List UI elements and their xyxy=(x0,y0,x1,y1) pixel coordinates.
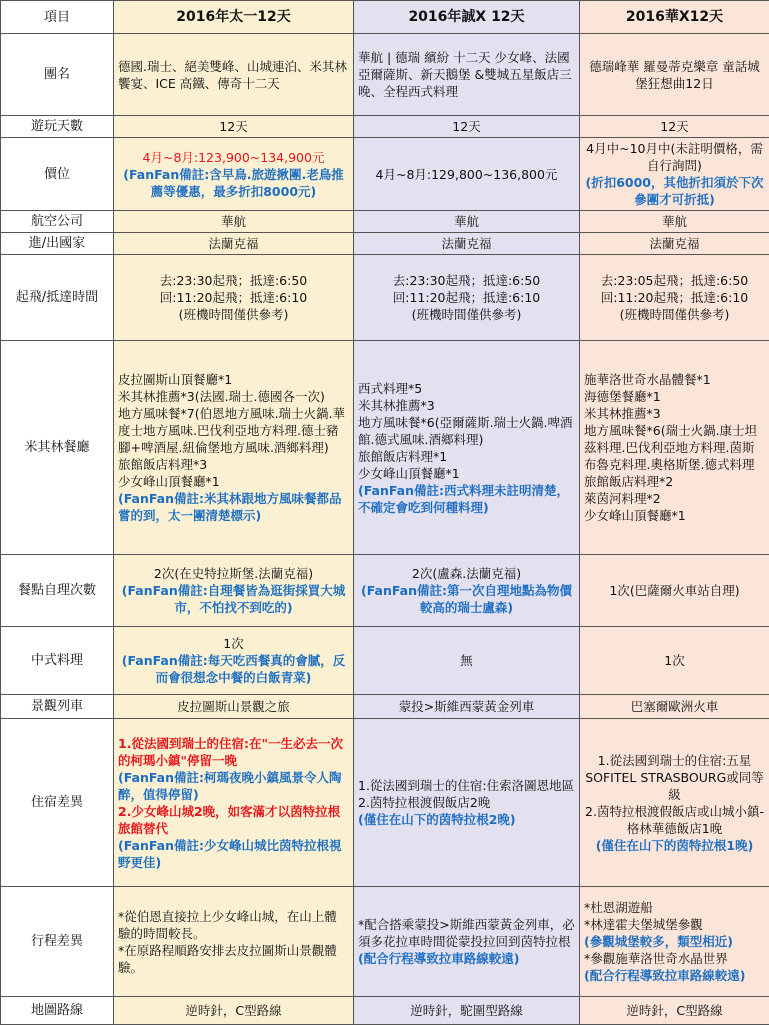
label-itinerary: 行程差異 xyxy=(1,887,114,997)
label-airline: 航空公司 xyxy=(1,211,114,233)
flight-tour3-note: (班機時間僅供參考) xyxy=(584,306,765,323)
row-route xyxy=(1,997,769,1025)
self-meal-tour1-count: 2次(在史特拉斯堡.法蘭克福) xyxy=(118,565,349,582)
flight-tour1 xyxy=(114,255,354,341)
itinerary-tour3-item: *杜恩湖遊船 xyxy=(584,899,765,916)
price-tour3 xyxy=(580,138,769,211)
label-stay: 住宿差異 xyxy=(1,719,114,887)
train-tour1: 皮拉圖斯山景觀之旅 xyxy=(114,695,354,719)
michelin-tour3-item: 少女峰山頂餐廳*1 xyxy=(584,507,765,524)
michelin-tour1 xyxy=(114,341,354,555)
airline-tour1: 華航 xyxy=(114,211,354,233)
stay-tour3-item: 1.從法國到瑞士的住宿:五星SOFITEL STRASBOURG或同等級 xyxy=(584,752,765,803)
stay-tour3-note: (僅住在山下的茵特拉根1晚) xyxy=(584,837,765,854)
price-tour1-range: 4月~8月:123,900~134,900元 xyxy=(118,149,349,166)
michelin-tour2-item: 地方風味餐*6(亞爾薩斯.瑞士火鍋.啤酒館.德式風味.酒鄉料理) xyxy=(358,414,575,448)
flight-tour1-note: (班機時間僅供參考) xyxy=(118,306,349,323)
label-days: 遊玩天數 xyxy=(1,116,114,138)
price-tour2: 4月~8月:129,800~136,800元 xyxy=(354,138,580,211)
flight-tour2-out: 去:23:30起飛；抵達:6:50 xyxy=(358,272,575,289)
itinerary-tour3 xyxy=(580,887,769,997)
row-flight xyxy=(1,255,769,341)
entry-tour2: 法蘭克福 xyxy=(354,233,580,255)
michelin-tour2-item: 米其林推薦*3 xyxy=(358,397,575,414)
label-chinese: 中式料理 xyxy=(1,627,114,695)
michelin-tour2-item: 少女峰山頂餐廳*1 xyxy=(358,465,575,482)
chinese-tour2: 無 xyxy=(354,627,580,695)
flight-tour3-return: 回:11:20起飛；抵達:6:10 xyxy=(584,289,765,306)
name-tour2: 華航 | 德瑞 繽紛 十二天 少女峰、法國亞爾薩斯、新天鵝堡 &雙城五星飯店三晚、全程西式料理 xyxy=(354,34,580,116)
michelin-tour3-item: 施華洛世奇水晶體餐*1 xyxy=(584,371,765,388)
airline-tour2: 華航 xyxy=(354,211,580,233)
flight-tour3 xyxy=(580,255,769,341)
michelin-tour1-note: (FanFan備註:米其林跟地方風味餐都品嘗的到，太一團清楚標示) xyxy=(118,490,349,524)
stay-tour1-note2: (FanFan備註:少女峰山城比茵特拉根視野更佳) xyxy=(118,837,349,871)
self-meal-tour1-note: (FanFan備註:自理餐皆為逛街採買大城市，不怕找不到吃的) xyxy=(118,582,349,616)
itinerary-tour3-note: (配合行程導致拉車路線較遠) xyxy=(584,967,765,984)
itinerary-tour2 xyxy=(354,887,580,997)
self-meal-tour1 xyxy=(114,555,354,627)
label-name: 團名 xyxy=(1,34,114,116)
flight-tour3-out: 去:23:05起飛；抵達:6:50 xyxy=(584,272,765,289)
label-train: 景觀列車 xyxy=(1,695,114,719)
row-self-meal xyxy=(1,555,769,627)
stay-tour1-note1: (FanFan備註:柯瑪夜晚小鎮風景令人陶醉，值得停留) xyxy=(118,769,349,803)
michelin-tour2-item: 西式料理*5 xyxy=(358,380,575,397)
michelin-tour2 xyxy=(354,341,580,555)
flight-tour1-return: 回:11:20起飛；抵達:6:10 xyxy=(118,289,349,306)
flight-tour2-return: 回:11:20起飛；抵達:6:10 xyxy=(358,289,575,306)
chinese-tour1-count: 1次 xyxy=(118,635,349,652)
row-name xyxy=(1,34,769,116)
chinese-tour1 xyxy=(114,627,354,695)
row-airline xyxy=(1,211,769,233)
header-tour1: 2016年太一12天 xyxy=(114,1,354,34)
header-item: 項目 xyxy=(1,1,114,34)
stay-tour1-item1: 1.從法國到瑞士的住宿:在"一生必去一次的柯瑪小鎮"停留一晚 xyxy=(118,735,349,769)
row-stay xyxy=(1,719,769,887)
price-tour1-note: (FanFan備註:含早鳥.旅遊揪團.老鳥推薦等優惠，最多折扣8000元) xyxy=(118,166,349,200)
flight-tour1-out: 去:23:30起飛；抵達:6:50 xyxy=(118,272,349,289)
michelin-tour3-item: 旅館飯店料理*2 xyxy=(584,473,765,490)
flight-tour2 xyxy=(354,255,580,341)
stay-tour3-item: 2.茵特拉根渡假飯店或山城小鎮-格林華德飯店1晚 xyxy=(584,803,765,837)
michelin-tour3-item: 海德堡餐廳*1 xyxy=(584,388,765,405)
michelin-tour3 xyxy=(580,341,769,555)
route-tour2: 逆時針，駝圍型路線 xyxy=(354,997,580,1025)
itinerary-tour3-item: *參觀施華洛世奇水晶世界 xyxy=(584,950,765,967)
price-tour1 xyxy=(114,138,354,211)
name-tour1: 德國.瑞士、絕美雙峰、山城連泊、米其林饗宴、ICE 高鐵、傳奇十二天 xyxy=(114,34,354,116)
self-meal-tour3: 1次(巴薩爾火車站自理) xyxy=(580,555,769,627)
michelin-tour3-item: 萊茵河料理*2 xyxy=(584,490,765,507)
label-route: 地圖路線 xyxy=(1,997,114,1025)
name-tour3: 德瑞峰華 羅曼蒂克樂章 童話城堡狂想曲12日 xyxy=(580,34,769,116)
row-michelin xyxy=(1,341,769,555)
stay-tour2 xyxy=(354,719,580,887)
stay-tour2-item: 1.從法國到瑞士的住宿:住索洛圖恩地區 xyxy=(358,777,575,794)
michelin-tour1-item: 皮拉圖斯山頂餐廳*1 xyxy=(118,371,349,388)
train-tour3: 巴塞爾歐洲火車 xyxy=(580,695,769,719)
michelin-tour2-item: 旅館飯店料理*1 xyxy=(358,448,575,465)
route-tour1: 逆時針，C型路線 xyxy=(114,997,354,1025)
days-tour2: 12天 xyxy=(354,116,580,138)
self-meal-tour2-note: (FanFan備註:第一次自理地點為物價較高的瑞士盧森) xyxy=(358,582,575,616)
stay-tour2-item: 2.茵特拉根渡假飯店2晚 xyxy=(358,794,575,811)
flight-tour2-note: (班機時間僅供參考) xyxy=(358,306,575,323)
days-tour3: 12天 xyxy=(580,116,769,138)
michelin-tour1-item: 少女峰山頂餐廳*1 xyxy=(118,473,349,490)
header-row xyxy=(1,1,769,34)
label-michelin: 米其林餐廳 xyxy=(1,341,114,555)
label-entry: 進/出國家 xyxy=(1,233,114,255)
row-train xyxy=(1,695,769,719)
michelin-tour2-note: (FanFan備註:西式料理未註明清楚，不確定會吃到何種料理) xyxy=(358,482,575,516)
row-itinerary xyxy=(1,887,769,997)
train-tour2: 蒙投>斯維西蒙黃金列車 xyxy=(354,695,580,719)
itinerary-tour3-item: *林達霍夫堡城堡參觀 xyxy=(584,916,765,933)
row-entry xyxy=(1,233,769,255)
label-price: 價位 xyxy=(1,138,114,211)
entry-tour1: 法蘭克福 xyxy=(114,233,354,255)
airline-tour3: 華航 xyxy=(580,211,769,233)
label-self-meal: 餐點自理次數 xyxy=(1,555,114,627)
itinerary-tour2-item: *配合搭乘蒙投>斯維西蒙黃金列車，必須多花拉車時間從蒙投拉回到茵特拉根 xyxy=(358,916,575,950)
row-days xyxy=(1,116,769,138)
michelin-tour1-item: 旅館飯店料理*3 xyxy=(118,456,349,473)
michelin-tour1-item: 米其林推薦*3(法國.瑞士.德國各一次) xyxy=(118,388,349,405)
self-meal-tour2-count: 2次(盧森.法蘭克福) xyxy=(358,565,575,582)
itinerary-tour1 xyxy=(114,887,354,997)
label-flight: 起飛/抵達時間 xyxy=(1,255,114,341)
stay-tour2-note: (僅住在山下的茵特拉根2晚) xyxy=(358,811,575,828)
self-meal-tour2 xyxy=(354,555,580,627)
itinerary-tour1-item: *從伯恩直接拉上少女峰山城，在山上體驗的時間較長。 xyxy=(118,908,349,942)
michelin-tour3-item: 地方風味餐*6(瑞士火鍋.康士坦茲料理.巴伐利亞地方料理.茵斯布魯克料理.奧格斯堡.德式料理 xyxy=(584,422,765,473)
header-tour2: 2016年誠X 12天 xyxy=(354,1,580,34)
stay-tour1 xyxy=(114,719,354,887)
michelin-tour3-item: 米其林推薦*3 xyxy=(584,405,765,422)
row-chinese xyxy=(1,627,769,695)
stay-tour3 xyxy=(580,719,769,887)
route-tour3: 逆時針，C型路線 xyxy=(580,997,769,1025)
row-price xyxy=(1,138,769,211)
itinerary-tour3-note: (參觀城堡較多，類型相近) xyxy=(584,933,765,950)
chinese-tour1-note: (FanFan備註:每天吃西餐真的會膩，反而會很想念中餐的白飯青菜) xyxy=(118,652,349,686)
itinerary-tour2-note: (配合行程導致拉車路線較遠) xyxy=(358,950,575,967)
price-tour3-range: 4月中~10月中(未註明價格，需自行詢問) xyxy=(584,140,765,174)
price-tour3-note: (折扣6000，其他折扣須於下次參團才可折抵) xyxy=(584,174,765,208)
header-tour3: 2016華X12天 xyxy=(580,1,769,34)
stay-tour1-item2: 2.少女峰山城2晚，如客滿才以茵特拉根旅館替代 xyxy=(118,803,349,837)
itinerary-tour1-item: *在原路程順路安排去皮拉圖斯山景觀體驗。 xyxy=(118,942,349,976)
chinese-tour3: 1次 xyxy=(580,627,769,695)
days-tour1: 12天 xyxy=(114,116,354,138)
entry-tour3: 法蘭克福 xyxy=(580,233,769,255)
michelin-tour1-item: 地方風味餐*7(伯恩地方風味.瑞士火鍋.華度士地方風味.巴伐利亞地方料理.德士豬腳+啤酒屋.紐倫堡地方風味.酒鄉料理) xyxy=(118,405,349,456)
